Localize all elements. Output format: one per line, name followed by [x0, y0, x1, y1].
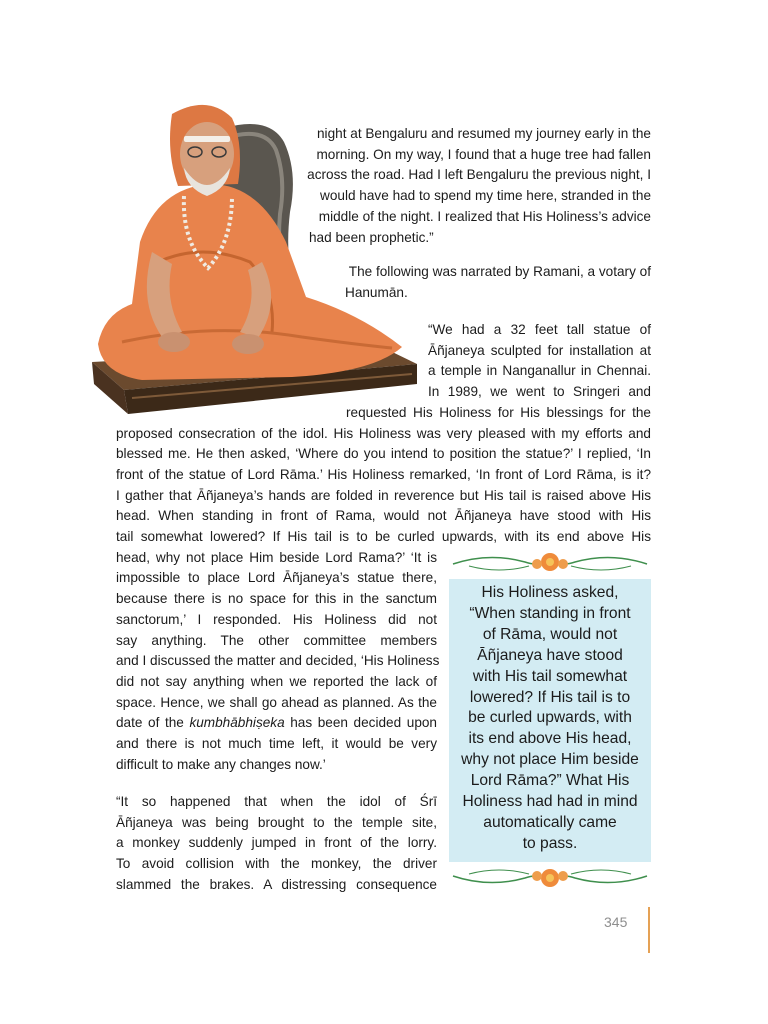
floral-divider-icon [449, 864, 651, 892]
text-line: had been prophetic.” [309, 229, 434, 245]
floral-divider-icon [449, 548, 651, 576]
text-line: “It so happened that when the idol of Śrī [116, 794, 437, 809]
quote-line: to pass. [522, 834, 578, 852]
text-line: a temple in Nanganallur in Chennai. [428, 363, 651, 379]
quote-line: Holiness had had in mind [462, 793, 638, 811]
quote-line: Lord Rāma?” What His [470, 772, 630, 790]
text-line: front of the statue of Lord Rāma.’ His Holiness remarked, ‘In front of Lord Rāma, is it? [116, 466, 651, 482]
text-line: The following was narrated by Ramani, a votary of [348, 264, 651, 279]
text-line: Āñjaneya sculpted for installation at [428, 342, 651, 358]
text-line: slammed the brakes. A distressing consequence [116, 876, 437, 892]
quote-line: its end above His head, [468, 730, 632, 748]
quote-line: of Rāma, would not [482, 625, 618, 643]
text-line: To avoid collision with the monkey, the driver [116, 856, 437, 872]
text-line [116, 713, 437, 734]
quote-line: “When standing in front [469, 604, 631, 622]
text-line: night at Bengaluru and resumed my journey early in the [317, 126, 651, 141]
text-line: middle of the night. I realized that His Holiness’s advice [318, 208, 651, 224]
paragraph-monkey [116, 792, 437, 896]
text-fragment: date of the [116, 715, 190, 731]
text-line: proposed consecration of the idol. His Holiness was very pleased with my efforts and [116, 425, 651, 441]
page-number: 345 [604, 914, 628, 930]
text-line: Hanumān. [345, 284, 408, 300]
paragraph-narrator [322, 262, 651, 303]
text-line: difficult to make any changes now.’ [116, 756, 326, 772]
quote-line: lowered? If His tail is to [469, 688, 631, 706]
quote-line: Āñjaneya have stood [477, 646, 623, 664]
text-line: Āñjaneya was being brought to the temple site, [116, 814, 437, 830]
text-line: blessed me. He then asked, ‘Where do you intend to position the statue?’ I replied, ‘In [116, 446, 651, 462]
text-line: would have had to spend my time here, stranded in the [320, 188, 651, 204]
page-number-rule [648, 907, 650, 953]
text-line: morning. On my way, I found that a huge tree had fallen [316, 146, 651, 162]
text-fragment: has been decided upon [284, 715, 437, 731]
text-line: across the road. Had I left Bengaluru the previous night, I [307, 167, 651, 183]
quote-line: automatically came [483, 813, 617, 831]
text-line: sanctorum,’ I responded. His Holiness did not [116, 611, 437, 627]
text-line: impossible to place Lord Āñjaneya’s statue there, [116, 570, 437, 586]
quote-line: why not place Him beside [461, 751, 639, 769]
text-line: I gather that Āñjaneya’s hands are folded in reverence but His tail is raised above His [116, 487, 651, 503]
text-line: space. Hence, we shall go ahead as planned. As the [116, 694, 437, 710]
text-line: say anything. The other committee members [116, 632, 437, 648]
quote-line: with His tail somewhat [472, 667, 628, 685]
quote-line: be curled upwards, with [468, 709, 632, 727]
text-line: and there is not much time left, it would be very [116, 736, 437, 752]
paragraph-continued [262, 124, 651, 248]
text-line: In 1989, we went to Sringeri and [428, 384, 651, 400]
text-line: because there is no space for this in the sanctum [116, 591, 437, 607]
text-line: “We had a 32 feet tall statue of [428, 322, 651, 337]
text-line: and I discussed the matter and decided, ‘His Holiness [116, 653, 440, 669]
text-line: did not say anything when we reported the lack of [116, 673, 437, 689]
text-line: head. When standing in front of Rama, would not Āñjaneya have stood with His [116, 508, 651, 524]
text-line: requested His Holiness for His blessings for the [346, 404, 651, 420]
text-line: head, why not place Him beside Lord Rama?’ ‘It is [116, 549, 437, 565]
italic-term: kumbhābhiṣeka [189, 715, 285, 731]
pull-quote [449, 579, 651, 862]
text-line: a monkey suddenly jumped in front of the lorry. [116, 835, 437, 851]
quote-line: His Holiness asked, [481, 584, 619, 601]
text-line: tail somewhat lowered? If His tail is to be curled upwards, with its end above His [116, 529, 651, 545]
